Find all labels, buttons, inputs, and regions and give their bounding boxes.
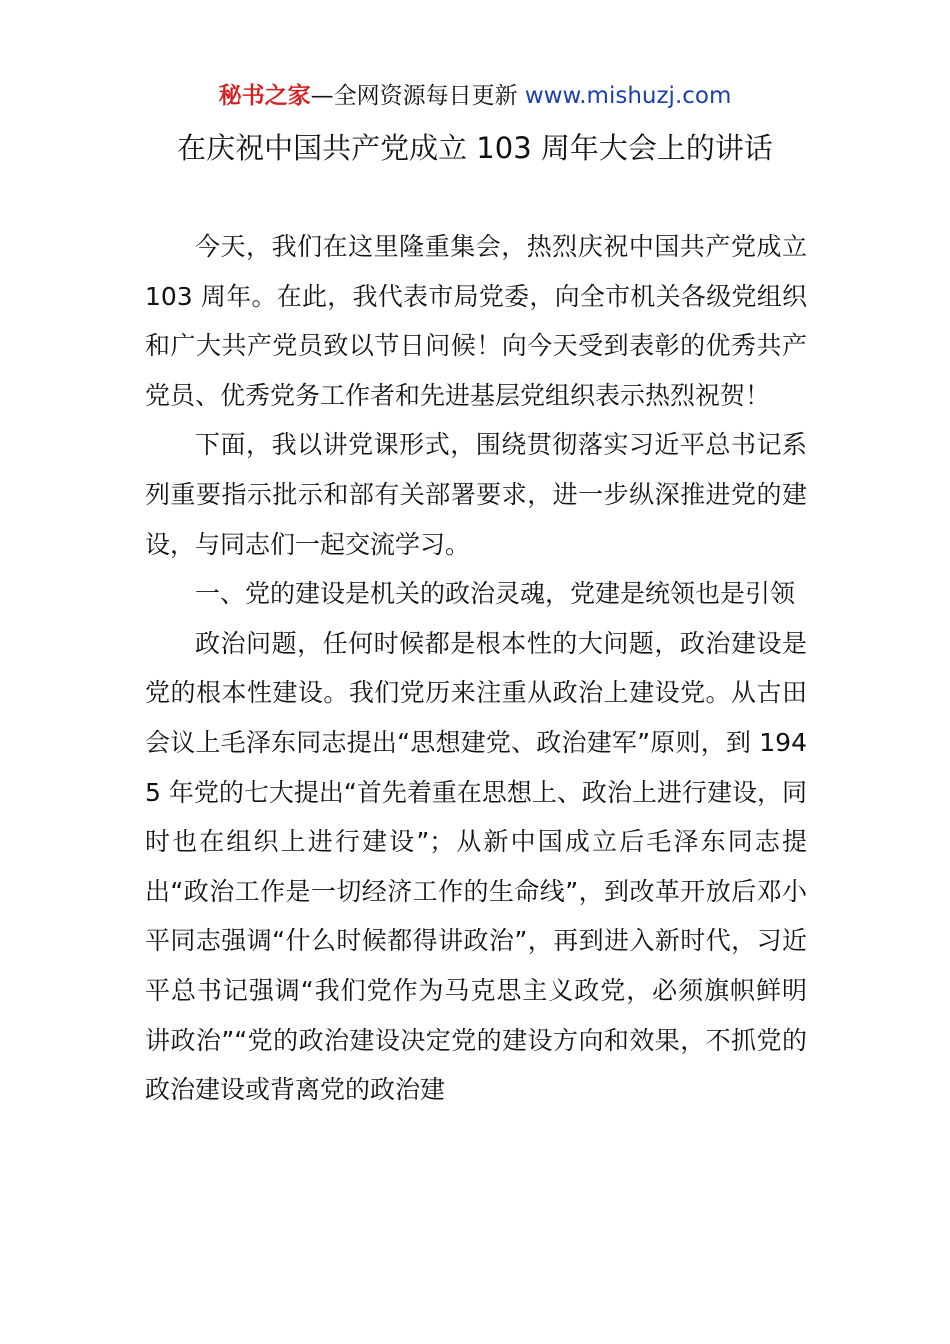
site-tagline: —全网资源每日更新 [310, 83, 525, 109]
site-header [0, 80, 950, 112]
paragraph-political-building: 政治问题，任何时候都是根本性的大问题，政治建设是党的根本性建设。我们党历来注重从政治上建设党。从古田会议上毛泽东同志提出“思想建党、政治建军”原则，到 1945 年党的七大提出“首先着重在思想上、政治上进行建设，同时也在组织上进行建设”；从新中国成立后毛泽东同志提出“政治工作是一切经济工作的生命线”，到改革开放后邓小平同志强调“什么时候都得讲政治”，再到进入新时代，习近平总书记强调“我们党作为马克思主义政党，必须旗帜鲜明讲政治”“党的政治建设决定党的建设方向和效果，不抓党的政治建设或背离党的政治建 [145, 628, 807, 1105]
site-brand: 秘书之家 [218, 83, 311, 109]
paragraph-greeting: 今天，我们在这里隆重集会，热烈庆祝中国共产党成立 103 周年。在此，我代表市局党委，向全市机关各级党组织和广大共产党员致以节日问候！向今天受到表彰的优秀共产党员、优秀党务工作者和先进基层党组织表示热烈祝贺！ [145, 232, 807, 410]
site-url-link[interactable]: www.mishuzj.com [524, 83, 732, 109]
document-title: 在庆祝中国共产党成立 103 周年大会上的讲话 [177, 131, 773, 165]
section-heading-1: 一、党的建设是机关的政治灵魂，党建是统领也是引领 [195, 579, 796, 609]
document-body [145, 222, 807, 1115]
paragraph-intro: 下面，我以讲党课形式，围绕贯彻落实习近平总书记系列重要指示批示和部有关部署要求，进一步纵深推进党的建设，与同志们一起交流学习。 [145, 430, 807, 559]
